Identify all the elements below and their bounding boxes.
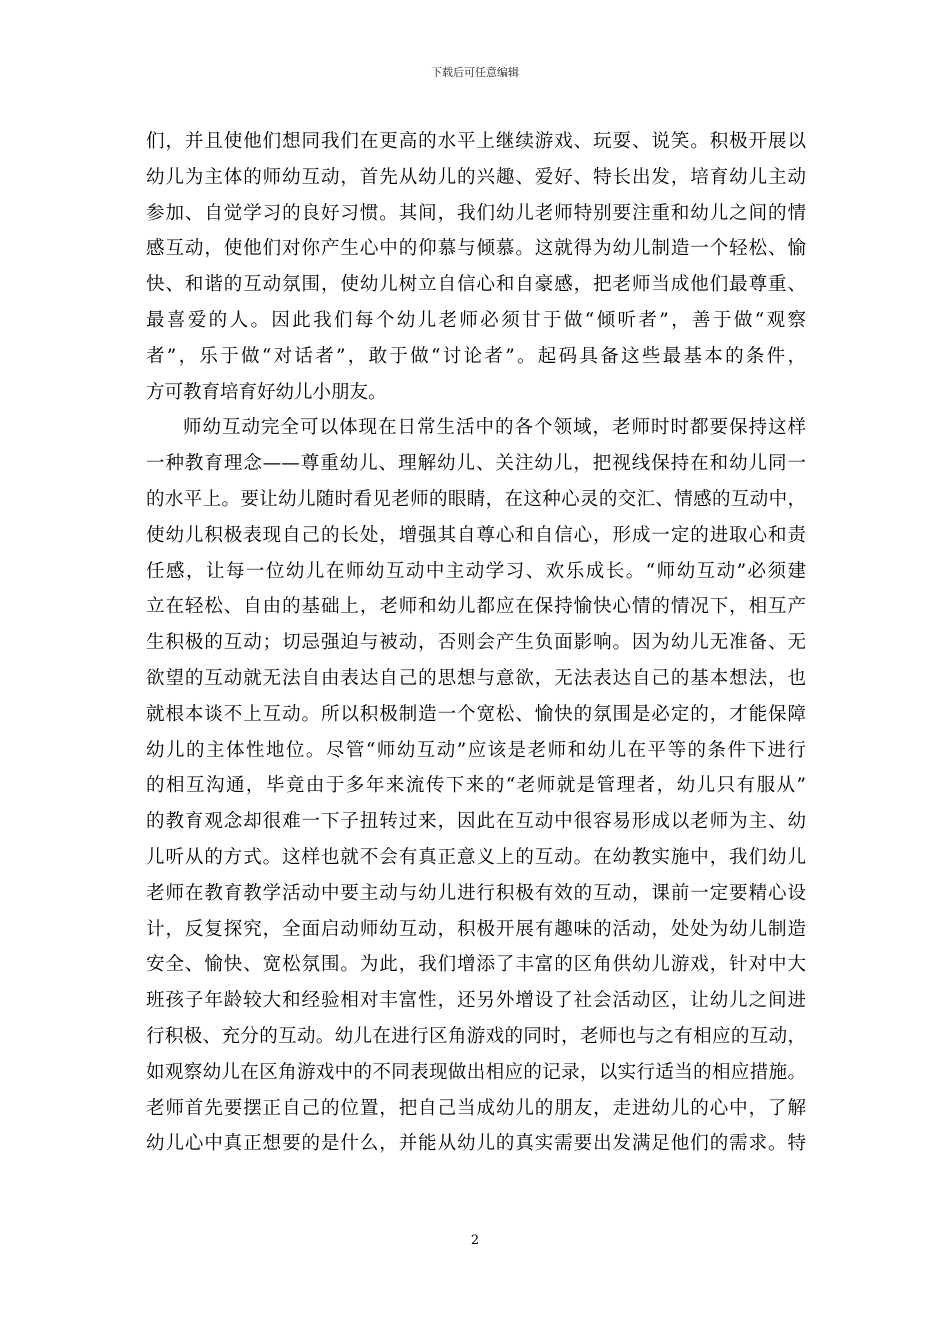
text-line: 快、和谐的互动氛围，使幼儿树立自信心和自豪感，把老师当成他们最尊重、 (146, 274, 806, 296)
text-line: 如观察幼儿在区角游戏中的不同表现做出相应的记录，以实行适当的相应措施。 (146, 1061, 806, 1083)
text-line: 参加、自觉学习的良好习惯。其间，我们幼儿老师特别要注重和幼儿之间的情 (146, 202, 806, 224)
page-number: 2 (470, 1233, 480, 1248)
text-line: 的水平上。要让幼儿随时看见老师的眼睛，在这种心灵的交汇、情感的互动中， (146, 488, 806, 510)
text-line: 使幼儿积极表现自己的长处，增强其自尊心和自信心，形成一定的进取心和责 (146, 524, 806, 546)
document-body (146, 124, 806, 1162)
text-line: 最喜爱的人。因此我们每个幼儿老师必须甘于做“倾听者”，善于做“观察 (146, 309, 806, 331)
text-line: 幼儿的主体性地位。尽管“师幼互动”应该是老师和幼儿在平等的条件下进行 (146, 739, 806, 761)
text-line: 感互动，使他们对你产生心中的仰慕与倾慕。这就得为幼儿制造一个轻松、愉 (146, 238, 806, 260)
text-line: 就根本谈不上互动。所以积极制造一个宽松、愉快的氛围是必定的，才能保障 (146, 703, 806, 725)
text-line: 生积极的互动；切忌强迫与被动，否则会产生负面影响。因为幼儿无准备、无 (146, 632, 806, 654)
text-line: 的相互沟通，毕竟由于多年来流传下来的“老师就是管理者，幼儿只有服从” (146, 775, 806, 797)
text-line: 幼儿心中真正想要的是什么，并能从幼儿的真实需要出发满足他们的需求。特 (146, 1133, 806, 1155)
paragraph (146, 124, 806, 410)
page-header: 下载后可任意编辑 (431, 66, 519, 79)
text-line: 们，并且使他们想同我们在更高的水平上继续游戏、玩耍、说笑。积极开展以 (146, 131, 806, 152)
text-line: 行积极、充分的互动。幼儿在进行区角游戏的同时，老师也与之有相应的互动， (146, 1025, 806, 1047)
text-line: 方可教育培育好幼儿小朋友。 (146, 381, 387, 403)
text-line: 师幼互动完全可以体现在日常生活中的各个领域，老师时时都要保持这样 (183, 417, 806, 439)
text-line: 安全、愉快、宽松氛围。为此，我们增添了丰富的区角供幼儿游戏，针对中大 (146, 954, 806, 976)
text-line: 任感，让每一位幼儿在师幼互动中主动学习、欢乐成长。“师幼互动”必须建 (146, 560, 806, 582)
paragraph (146, 410, 806, 1162)
text-line: 班孩子年龄较大和经验相对丰富性，还另外增设了社会活动区，让幼儿之间进 (146, 990, 806, 1012)
text-line: 立在轻松、自由的基础上，老师和幼儿都应在保持愉快心情的情况下，相互产 (146, 596, 806, 618)
text-line: 欲望的互动就无法自由表达自己的思想与意欲，无法表达自己的基本想法，也 (146, 667, 806, 689)
text-line: 幼儿为主体的师幼互动，首先从幼儿的兴趣、爱好、特长出发，培育幼儿主动 (146, 166, 806, 188)
text-line: 计，反复探究，全面启动师幼互动，积极开展有趣味的活动，处处为幼儿制造 (146, 918, 806, 940)
text-line: 老师在教育教学活动中要主动与幼儿进行积极有效的互动，课前一定要精心设 (146, 882, 806, 904)
text-line: 老师首先要摆正自己的位置，把自己当成幼儿的朋友，走进幼儿的心中，了解 (146, 1097, 806, 1119)
text-line: 儿听从的方式。这样也就不会有真正意义上的互动。在幼教实施中，我们幼儿 (146, 846, 806, 868)
text-line: 的教育观念却很难一下子扭转过来，因此在互动中很容易形成以老师为主、幼 (146, 811, 806, 833)
text-line: 一种教育理念——尊重幼儿、理解幼儿、关注幼儿，把视线保持在和幼儿同一 (146, 453, 806, 475)
text-line: 者”，乐于做“对话者”，敢于做“讨论者”。起码具备这些最基本的条件， (146, 345, 806, 367)
